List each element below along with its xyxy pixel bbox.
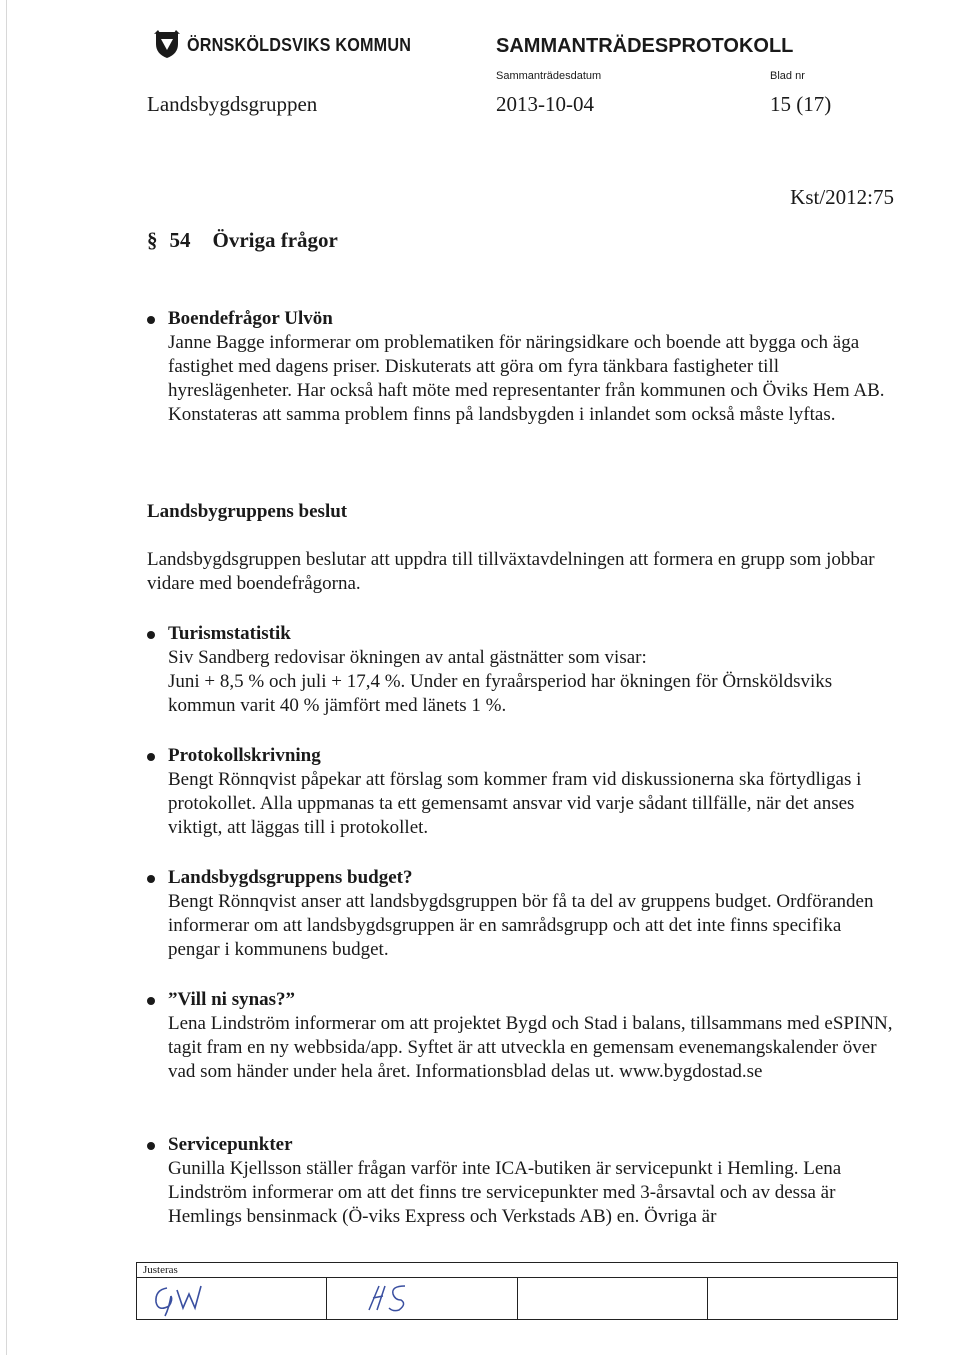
paragraph-symbol: §: [147, 228, 158, 252]
handwritten-initials-signature: [147, 1280, 217, 1318]
section-number: 54: [169, 228, 191, 252]
coat-of-arms-icon: [153, 30, 181, 60]
item-heading: ”Vill ni synas?”: [147, 988, 897, 1012]
item-protokoll: [147, 744, 897, 840]
signature-cell-3: [518, 1278, 708, 1320]
signature-cell-1: [137, 1278, 327, 1320]
item-heading: Boendefrågor Ulvön: [147, 307, 897, 331]
item-heading: Turismstatistik: [147, 622, 897, 646]
case-number: Kst/2012:75: [790, 185, 894, 209]
item-paragraph: Gunilla Kjellsson ställer frågan varför inte ICA-butiken är servicepunkt i Hemling. Lena Lindström informerar om att det finns tre servicepunkter med 3-årsavtal och av dessa är Hemlings bensinmack (Ö-viks Express och Verkstads AB) en. Övriga är: [168, 1158, 842, 1227]
page-number-label: Blad nr: [770, 70, 805, 82]
decision-heading: Landsbygruppens beslut: [147, 501, 348, 522]
item-turism: [147, 622, 897, 718]
scan-edge-line: [6, 0, 7, 1355]
item-paragraph: Juni + 8,5 % och juli + 17,4 %. Under en fyraårsperiod har ökningen för Örnsköldsviks kommun varit 40 % jämfört med länets 1 %.: [168, 671, 833, 716]
item-paragraph: Janne Bagge informerar om problematiken för näringsidkare och boende att bygga och äga fastighet med dagens priser. Diskuterats att göra om fyra tänkbara fastigheter till hyreslägenheter. Har också haft möte med representanter från kommunen och Öviks Hem AB.: [168, 332, 885, 401]
signature-cell-4: [708, 1278, 897, 1320]
item-budget: [147, 866, 897, 962]
item-heading: Landsbygdsgruppens budget?: [147, 866, 897, 890]
municipality-name: ÖRNSKÖLDSVIKS KOMMUN: [187, 34, 412, 55]
item-service: [147, 1133, 897, 1229]
approval-table: [136, 1262, 898, 1320]
page-number: 15 (17): [770, 92, 832, 116]
committee-name: Landsbygdsgruppen: [147, 92, 318, 116]
item-paragraph: Lena Lindström informerar om att projektet Bygd och Stad i balans, tillsammans med eSPINN, tagit fram en ny webbsida/app. Syftet är att utveckla en gemensam evenemangskalender över vad som händer under hela året. Informationsblad delas ut. www.bygdostad.se: [168, 1013, 893, 1082]
item-paragraph: Bengt Rönnqvist anser att landsbygdsgruppen bör få ta del av gruppens budget. Ordföranden informerar om att landsbygdsgruppen är en samrådsgrupp och att det inte finns specifika pengar i kommunens budget.: [168, 891, 874, 960]
handwritten-initials-signature: [361, 1280, 421, 1316]
item-synas: [147, 988, 897, 1084]
signature-cell-2: [327, 1278, 517, 1320]
document-type-title: SAMMANTRÄDESPROTOKOLL: [496, 35, 794, 57]
item-boende: [147, 307, 897, 427]
approval-label: Justeras: [137, 1263, 897, 1278]
item-paragraph: Bengt Rönnqvist påpekar att förslag som kommer fram vid diskussionerna ska förtydligas i protokollet. Alla uppmanas ta ett gemensamt ansvar vid varje sådant tillfälle, när det anses viktigt, att läggas till i protokollet.: [168, 769, 862, 838]
decision-block: [147, 500, 887, 596]
item-paragraph: Konstateras att samma problem finns på landsbygden i inlandet som också måste lyftas.: [168, 404, 836, 425]
meeting-date-label: Sammanträdesdatum: [496, 70, 602, 82]
section-title: Övriga frågor: [212, 228, 338, 252]
meeting-date: 2013-10-04: [496, 92, 594, 116]
municipality-logo: [153, 30, 436, 60]
item-heading: Servicepunkter: [147, 1133, 897, 1157]
item-paragraph: Siv Sandberg redovisar ökningen av antal gästnätter som visar:: [168, 647, 647, 668]
decision-text: Landsbygdsgruppen beslutar att uppdra till tillväxtavdelningen att formera en grupp som jobbar vidare med boendefrågorna.: [147, 549, 875, 594]
section-heading: [147, 228, 338, 253]
item-heading: Protokollskrivning: [147, 744, 897, 768]
